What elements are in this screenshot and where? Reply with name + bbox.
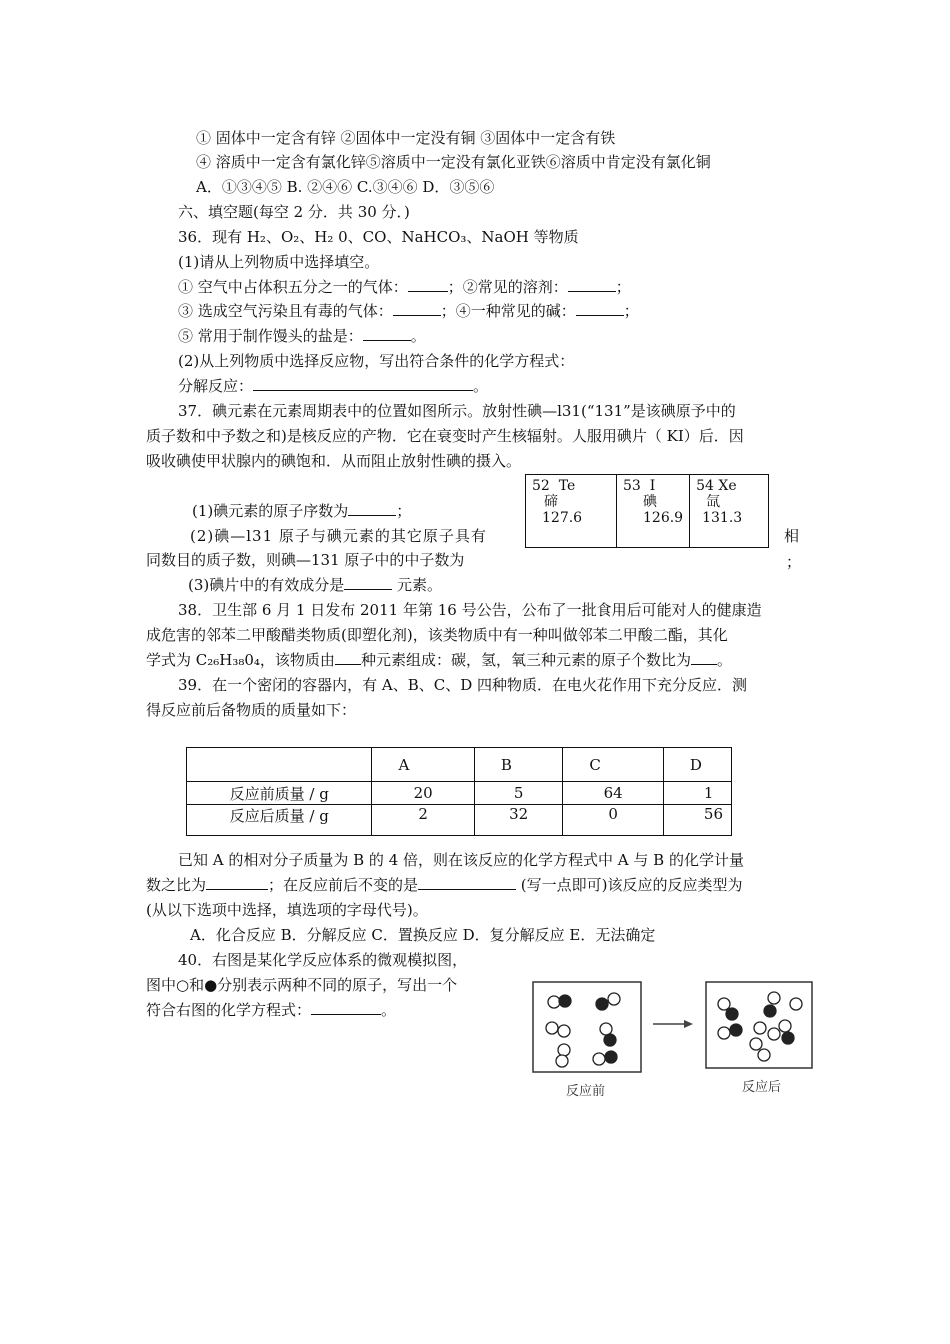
q37-part2b: 同数目的质子数，则碘—131 原子中的中子数为 [146,551,465,569]
q38-line3c: 。 [716,651,732,669]
q40-line3-end: 。 [381,1001,397,1019]
q37-part3-end: 元素。 [392,576,443,594]
table-cell: 56 [663,805,731,836]
q37-part3 [188,575,442,595]
element-cell-xe: 54 Xe 氙 131.3 [690,475,769,548]
q40-line3 [146,1000,396,1020]
q35-choices: A．①③④⑤ B. ②④⑥ C.③④⑥ D．③⑤⑥ [196,178,495,196]
q39-after3: (从以下选项中选择，填选项的字母代号)。 [146,901,428,919]
answer-blank[interactable] [418,875,516,890]
q36-item2 [178,301,639,321]
table-row [187,782,732,805]
q36-stem: 36．现有 H₂、O₂、H₂ 0、CO、NaHCO₃、NaOH 等物质 [178,228,579,246]
q37-part1-text: (1)碘元素的原子序数为 [192,502,349,520]
q36-item1b: ；②常见的溶剂： [447,278,568,296]
table-header: D [663,748,731,782]
molecules-before [546,993,620,1067]
q36-part1: (1)请从上列物质中选择填空。 [178,253,380,271]
answer-blank[interactable] [311,1000,381,1015]
q37-line3: 吸收碘使甲状腺内的碘饱和．从而阻止放射性碘的摄入。 [146,452,522,470]
q37-line1: 37．碘元素在元素周期表中的位置如图所示。放射性碘—l31(“131”是该碘原予中的 [178,402,736,420]
q36-item2a: ③ 选成空气污染且有毒的气体： [178,302,393,320]
table-header: C [563,748,663,782]
semicolon: ； [623,302,639,320]
before-label: 反应前 [566,1084,606,1099]
q39-line2: 得反应前后备物质的质量如下： [146,701,357,719]
table-cell: 32 [474,805,563,836]
table-row-label: 反应前质量 / g [187,782,372,805]
q36-part2: (2)从上列物质中选择反应物，写出符合条件的化学方程式： [178,352,575,370]
q38-line1: 38．卫生部 6 月 1 日发布 2011 年第 16 号公告，公布了一批食用后可能对人的健康造 [178,601,762,619]
q38-line3b: 种元素组成：碳，氢，氧三种元素的原子个数比为 [360,651,691,669]
table-header: A [372,748,474,782]
q39-after2b: ；在反应前后不变的是 [268,876,419,894]
q37-part1 [192,501,411,521]
q39-after2 [146,875,743,895]
answer-blank[interactable] [335,650,361,665]
semicolon: ； [786,553,802,571]
table-cell: 20 [372,782,474,805]
after-label: 反应后 [742,1080,782,1095]
table-cell: 64 [563,782,663,805]
q39-after1: 已知 A 的相对分子质量为 B 的 4 倍，则在该反应的化学方程式中 A 与 B 的化学计量 [178,851,744,869]
table-cell: 2 [372,805,474,836]
answer-blank[interactable] [568,277,616,292]
table-cell: 5 [474,782,563,805]
q36-item2b: ；④一种常见的碱： [440,302,576,320]
q38-line2: 成危害的邻苯二甲酸醋类物质(即塑化剂)，该类物质中有一种叫做邻苯二甲酸二酯，其化 [146,626,728,644]
periodic-table-excerpt [525,474,769,548]
q36-decomp-label: 分解反应： [178,377,254,395]
element-cell-te: 52 Te 碲 127.6 [526,475,617,548]
q36-item1 [178,277,631,297]
q35-options-line1: ① 固体中一定含有锌 ②固体中一定没有铜 ③固体中一定含有铁 [196,129,616,147]
q39-options: A．化合反应 B．分解反应 C．置换反应 D．复分解反应 E．无法确定 [190,926,656,944]
table-row [187,805,732,836]
q40-line3-text: 符合右图的化学方程式： [146,1001,312,1019]
q37-line2: 质子数和中予数之和)是核反应的产物．它在衰变时产生核辐射。人服用碘片（ KI）后．因 [146,427,744,445]
answer-blank[interactable] [253,376,473,391]
element-cell-i: 53 I 碘 126.9 [617,475,690,548]
q36-item3: ⑤ 常用于制作馒头的盐是： 。 [178,327,426,345]
molecules-after [718,992,802,1061]
mass-data-table [186,747,732,836]
answer-blank[interactable] [206,875,268,890]
q37-part2a: (2)碘—l31 原子与碘元素的其它原子具有 [190,527,487,545]
arrow-icon [653,1020,693,1028]
q40-line1: 40．右图是某化学反应体系的微观模拟图， [178,951,468,969]
table-row-label: 反应后质量 / g [187,805,372,836]
q40-line2: 图中○和●分别表示两种不同的原子，写出一个 [146,976,458,994]
answer-blank[interactable] [348,501,396,516]
q38-line3a: 学式为 C₂₆H₃₈0₄，该物质由 [146,651,335,669]
table-header-row [187,748,732,782]
q36-item1a: ① 空气中占体积五分之一的气体： [178,278,408,296]
q36-item3-text: ⑤ 常用于制作馒头的盐是： [178,327,363,345]
section-heading: 六、填空题(每空 2 分．共 30 分．) [178,203,410,221]
table-header: B [474,748,563,782]
q37-part2c: 相 [784,527,800,545]
answer-blank[interactable] [691,650,717,665]
q39-after2c: (写一点即可)该反应的反应类型为 [516,876,743,894]
answer-blank[interactable] [344,575,392,590]
answer-blank[interactable] [576,301,624,316]
q35-options-line2: ④ 溶质中一定含有氯化锌⑤溶质中一定没有氯化亚铁⑥溶质中肯定没有氯化铜 [196,153,711,171]
q39-after2a: 数之比为 [146,876,207,894]
q36-decomp: 分解反应： 。 [178,377,489,395]
q38-line3 [146,650,732,670]
table-cell [187,748,372,782]
answer-blank[interactable] [408,277,448,292]
semicolon: ； [615,278,631,296]
q37-part3-text: (3)碘片中的有效成分是 [188,576,345,594]
table-cell: 0 [563,805,663,836]
answer-blank[interactable] [363,326,411,341]
semicolon: ； [396,502,412,520]
q39-line1: 39．在一个密闭的容器内，有 A、B、C、D 四种物质．在电火花作用下充分反应．测 [178,676,747,694]
table-cell: 1 [663,782,731,805]
answer-blank[interactable] [393,301,441,316]
